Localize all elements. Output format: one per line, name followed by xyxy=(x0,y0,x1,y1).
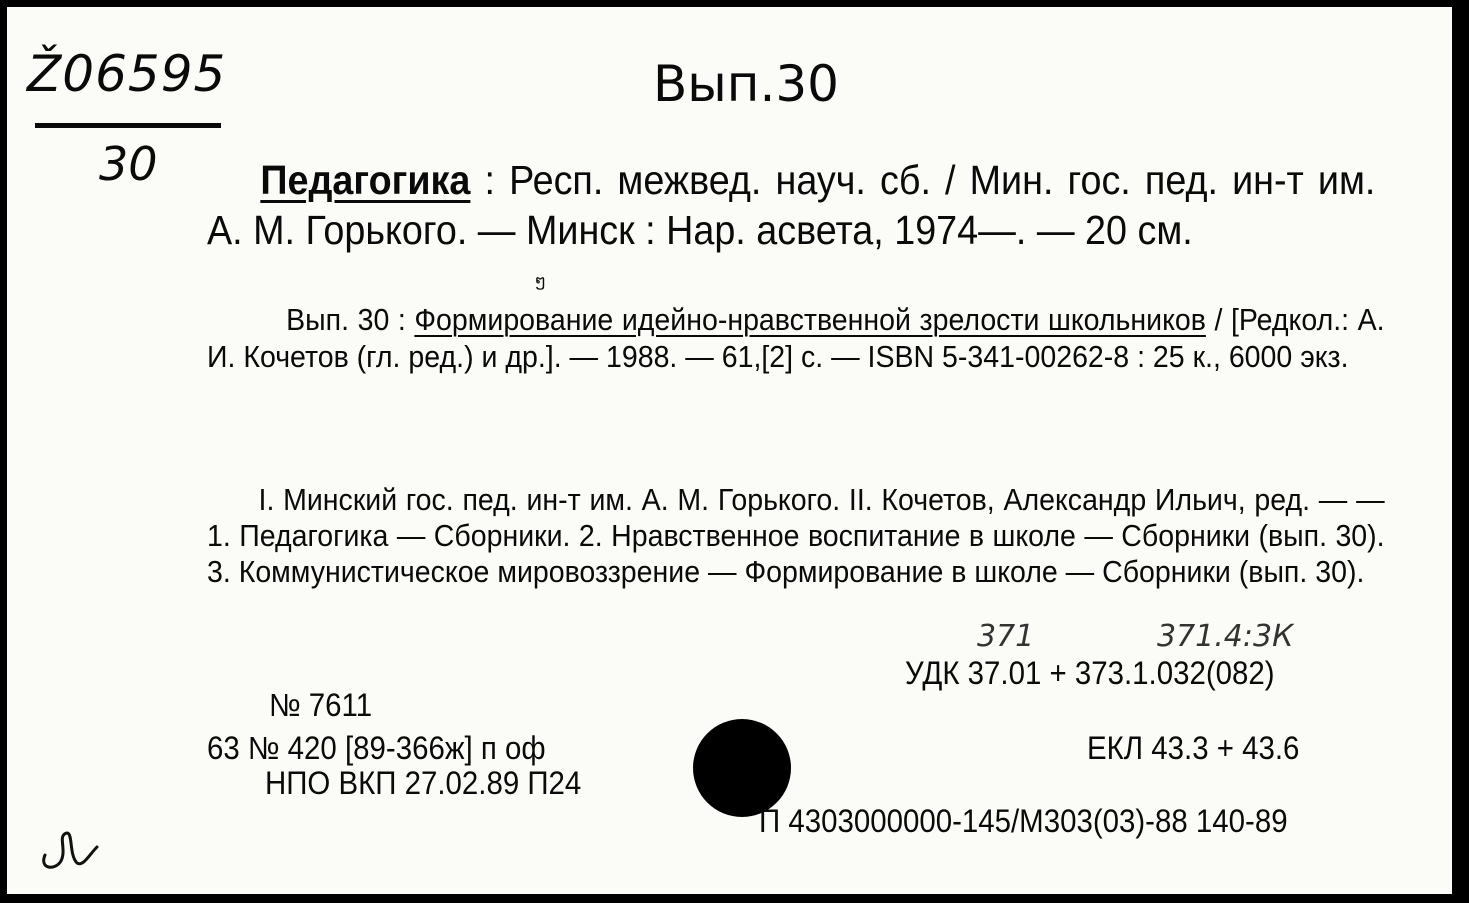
issue-description xyxy=(207,301,1385,375)
printing-info: НПО ВКП 27.02.89 П24 xyxy=(265,765,582,801)
registration-number: № 7611 xyxy=(269,687,373,723)
main-text: : Респ. межвед. науч. сб. / Мин. гос. пед. ин-т им. А. М. Горького. — Минск : Нар. асвета, 1974—. — 20 см. xyxy=(207,157,1376,253)
pencil-mark: ໆ xyxy=(535,273,546,290)
ekl-index: ЕКЛ 43.3 + 43.6 xyxy=(1087,730,1300,766)
udk-index: УДК 37.01 + 373.1.032(082) xyxy=(905,655,1275,691)
issue-prefix: Вып. 30 : xyxy=(286,302,415,337)
main-title: Педагогика xyxy=(260,157,471,203)
main-description xyxy=(207,155,1375,255)
copy-mark: 30 xyxy=(99,137,158,191)
order-number: 63 № 420 [89-366ж] п оф xyxy=(207,730,546,766)
handwritten-udk-2: 371.4:3К xyxy=(1157,619,1294,654)
subject-notes: I. Минский гос. пед. ин-т им. А. М. Горького. II. Кочетов, Александр Ильич, ред. — — 1. Педагогика — Сборники. 2. Нравственное воспитание в школе — Сборники (вып. 30). 3. Коммунистическое мировоззрение — Формирование в школе — Сборники (вып. 30). xyxy=(207,482,1385,589)
handwritten-initial-icon xyxy=(37,825,107,880)
issue-title: Формирование идейно-нравственной зрелости школьников xyxy=(414,302,1206,337)
catalog-card xyxy=(4,4,1455,897)
issue-rest: / [Редкол.: А. И. Кочетов (гл. ред.) и др.]. — 1988. — 61,[2] с. — ISBN 5-341-00262-8 : 25 к., 6000 экз. xyxy=(207,302,1385,374)
catalog-code: П 4303000000-145/М303(03)-88 140-89 xyxy=(759,803,1288,839)
shelf-mark: Ž06595 xyxy=(27,45,227,103)
issue-header: Вып.30 xyxy=(653,55,839,113)
shelf-mark-rule xyxy=(35,123,221,128)
handwritten-udk-1: 371 xyxy=(977,619,1035,654)
